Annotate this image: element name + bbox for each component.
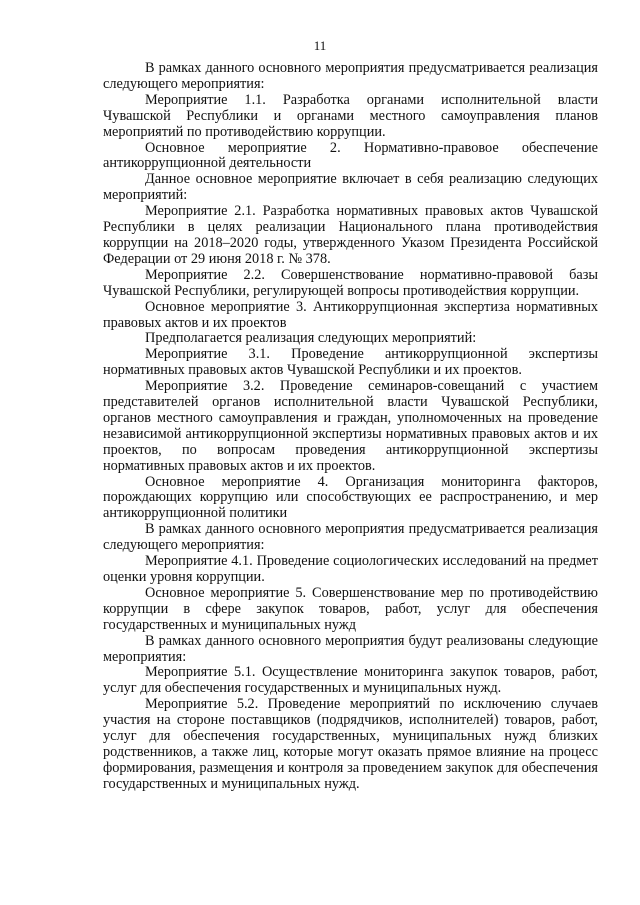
paragraph: Данное основное мероприятие включает в себя реализацию следующих мероприятий:	[103, 171, 598, 204]
paragraph: Мероприятие 5.1. Осуществление мониторинга закупок товаров, работ, услуг для обеспечения государственных и муниципальных нужд.	[103, 664, 598, 697]
paragraph: Основное мероприятие 4. Организация мониторинга факторов, порождающих коррупцию или способствующих ее распространению, и мер антикоррупционной политики	[103, 473, 598, 522]
paragraph: Основное мероприятие 5. Совершенствование мер по противодействию коррупции в сфере закупок товаров, работ, услуг для обеспечения государственных и муниципальных нужд	[103, 584, 598, 633]
document-body	[103, 61, 598, 793]
paragraph: Мероприятие 3.1. Проведение антикоррупционной экспертизы нормативных правовых актов Чувашской Республики и их проектов.	[103, 346, 598, 379]
paragraph: Основное мероприятие 3. Антикоррупционная экспертиза нормативных правовых актов и их проектов	[103, 298, 598, 331]
paragraph: Мероприятие 4.1. Проведение социологических исследований на предмет оценки уровня коррупции.	[103, 553, 598, 585]
paragraph: Мероприятие 5.2. Проведение мероприятий по исключению случаев участия на стороне поставщиков (подрядчиков, исполнителей) товаров, работ, услуг для обеспечения государственных, муниципальных нужд близких родственников, а также лиц, которые могут оказать прямое влияние на процесс формирования, размещения и контроля за проведением закупок для обеспечения государственных и муниципальных нужд.	[103, 696, 598, 792]
paragraph: Мероприятие 2.2. Совершенствование нормативно-правовой базы Чувашской Республики, регулирующей вопросы противодействия коррупции.	[103, 266, 598, 299]
page-number: 11	[313, 38, 327, 53]
paragraph: В рамках данного основного мероприятия предусматривается реализация следующего мероприятия:	[103, 60, 598, 92]
paragraph: Мероприятие 1.1. Разработка органами исполнительной власти Чувашской Республики и органами местного самоуправления планов мероприятий по противодействию коррупции.	[103, 91, 598, 140]
paragraph: В рамках данного основного мероприятия предусматривается реализация следующего мероприятия:	[103, 521, 598, 554]
paragraph: Предполагается реализация следующих мероприятий:	[145, 330, 477, 347]
paragraph: Основное мероприятие 2. Нормативно-правовое обеспечение антикоррупционной деятельности	[103, 139, 598, 172]
paragraph: Мероприятие 3.2. Проведение семинаров-совещаний с участием представителей органов исполнительной власти Чувашской Республики, органов местного самоуправления и граждан, уполномоченных на проведение независимой антикоррупционной экспертизы нормативных правовых актов и их проектов, по вопросам проведения антикоррупционной экспертизы нормативных правовых актов и их проектов.	[103, 378, 598, 474]
paragraph: Мероприятие 2.1. Разработка нормативных правовых актов Чувашской Республики в целях реализации Национального плана противодействия коррупции на 2018–2020 годы, утвержденного Указом Президента Российской Федерации от 29 июня 2018 г. № 378.	[103, 203, 598, 267]
paragraph: В рамках данного основного мероприятия будут реализованы следующие мероприятия:	[103, 632, 598, 665]
